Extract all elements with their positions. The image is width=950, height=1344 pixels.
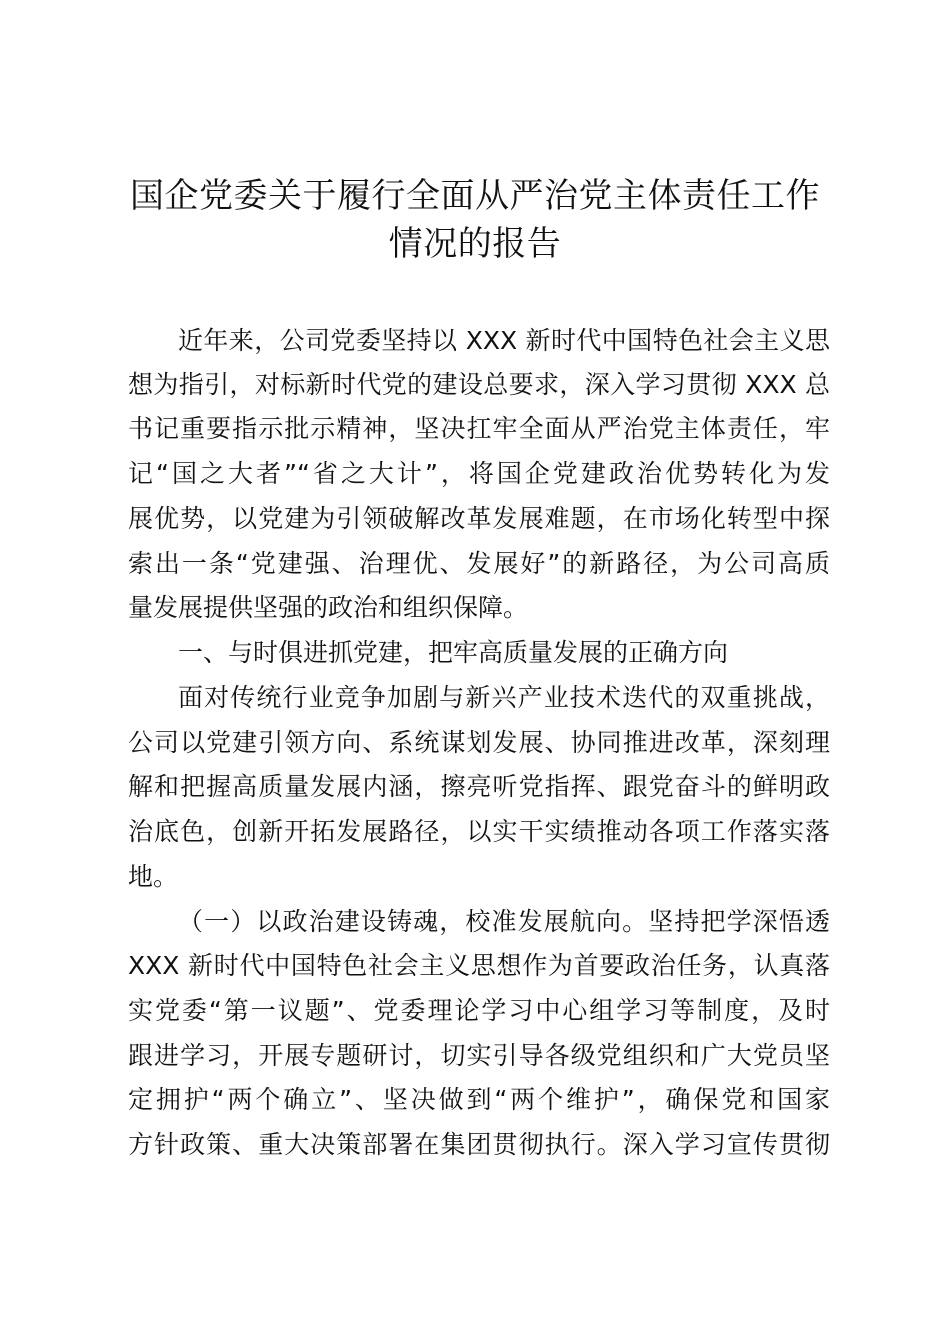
paragraph-line: 解和把握高质量发展内涵，擦亮听党指挥、跟党奋斗的鲜明政 [128,772,830,801]
section-heading: 一、与时俱进抓党建，把牢高质量发展的正确方向 [178,638,729,667]
paragraph-line: 记“国之大者”“省之大计”，将国企党建政治优势转化为发 [128,459,830,488]
document-title-line-1: 国企党委关于履行全面从严治党主体责任工作 [130,176,820,216]
paragraph-line: 跟进学习，开展专题研讨，切实引导各级党组织和广大党员坚 [128,1041,830,1070]
paragraph-line: 定拥护“两个确立”、坚决做到“两个维护”，确保党和国家 [128,1085,830,1114]
paragraph-line: 展优势，以党建为引领破解改革发展难题，在市场化转型中探 [128,504,830,533]
paragraph-line: 实党委“第一议题”、党委理论学习中心组学习等制度，及时 [128,996,830,1025]
paragraph-line: 方针政策、重大决策部署在集团贯彻执行。深入学习宣传贯彻 [128,1130,830,1159]
paragraph-line: 地。 [128,862,179,891]
document-title-line-2: 情况的报告 [388,224,562,264]
paragraph-line: 量发展提供坚强的政治和组织保障。 [128,593,529,622]
paragraph-line: 治底色，创新开拓发展路径，以实干实绩推动各项工作落实落 [128,817,830,846]
paragraph-line: 近年来，公司党委坚持以 XXX 新时代中国特色社会主义思 [178,326,830,355]
paragraph-line: （一）以政治建设铸魂，校准发展航向。坚持把学深悟透 [178,907,830,936]
paragraph-line: XXX 新时代中国特色社会主义思想作为首要政治任务，认真落 [128,951,830,980]
paragraph-line: 索出一条“党建强、治理优、发展好”的新路径，为公司高质 [128,549,830,578]
paragraph-line: 面对传统行业竞争加剧与新兴产业技术迭代的双重挑战， [178,683,830,712]
paragraph-line: 公司以党建引领方向、系统谋划发展、协同推进改革，深刻理 [128,728,830,757]
paragraph-line: 想为指引，对标新时代党的建设总要求，深入学习贯彻 XXX 总 [128,370,830,399]
paragraph-line: 书记重要指示批示精神，坚决扛牢全面从严治党主体责任，牢 [128,414,830,443]
